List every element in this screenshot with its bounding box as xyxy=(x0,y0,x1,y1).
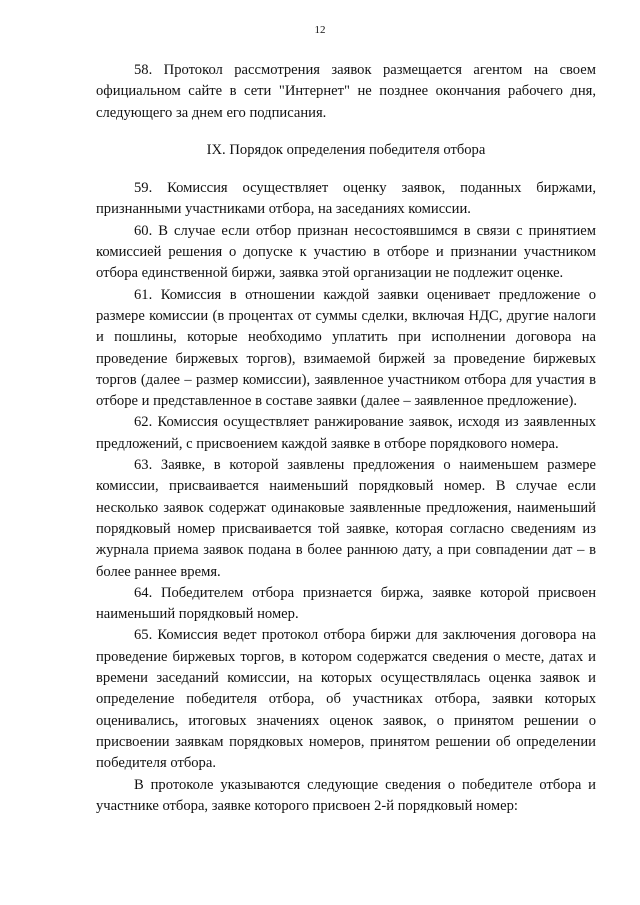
paragraph-62: 62. Комиссия осуществляет ранжирование заявок, исходя из заявленных предложений, с присвоением каждой заявке в отборе порядкового номера. xyxy=(96,414,596,452)
paragraph-protocol-details: В протоколе указываются следующие сведения о победителе отбора и участнике отбора, заявке которого присвоен 2-й порядковый номер: xyxy=(96,776,596,814)
paragraph-65: 65. Комиссия ведет протокол отбора биржи для заключения договора на проведение биржевых торгов, в котором содержатся сведения о месте, датах и времени заседаний комиссии, на которых осуществлялась оценка заявок и определение победителя отбора, об участниках отбора, заявки которых оценивались, итоговых значениях оценок заявок, о принятом решении о присвоении заявкам порядковых номеров, принятом решении об определении победителя отбора. xyxy=(96,627,596,772)
paragraph-60: 60. В случае если отбор признан несостоявшимся в связи с принятием комиссией решения о допуске к участию в отборе и признании участником отбора единственной биржи, заявка этой организации не подлежит оценке. xyxy=(96,222,596,282)
page-number: 12 xyxy=(314,24,326,36)
paragraph-64: 64. Победителем отбора признается биржа, заявке которой присвоен наименьший порядковый номер. xyxy=(96,584,596,623)
paragraph-58: 58. Протокол рассмотрения заявок размещается агентом на своем официальном сайте в сети "Интернет" не позднее окончания рабочего дня, следующего за днем его подписания. xyxy=(96,62,596,121)
section-heading: IX. Порядок определения победителя отбора xyxy=(206,141,486,158)
paragraph-63: 63. Заявке, в которой заявлены предложения о наименьшем размере комиссии, присваивается наименьший порядковый номер. В случае если несколько заявок содержат одинаковые заявленные предложения, наименьший порядковый номер присваивается той заявке, которая согласно сведениям из журнала приема заявок подана в более раннюю дату, а при совпадении дат – в более раннее время. xyxy=(96,457,596,580)
paragraph-59: 59. Комиссия осуществляет оценку заявок, поданных биржами, признанными участниками отбора, на заседаниях комиссии. xyxy=(96,180,596,218)
document-body xyxy=(96,60,596,817)
paragraph-61: 61. Комиссия в отношении каждой заявки оценивает предложение о размере комиссии (в процентах от суммы сделки, включая НДС, другие налоги и пошлины, которые необходимо уплатить при исполнении договора на проведение биржевых торгов), взимаемой биржей за проведение биржевых торгов (далее – размер комиссии), заявленное участником отбора для участия в отборе и представленное в составе заявки (далее – заявленное предложение). xyxy=(96,286,596,410)
